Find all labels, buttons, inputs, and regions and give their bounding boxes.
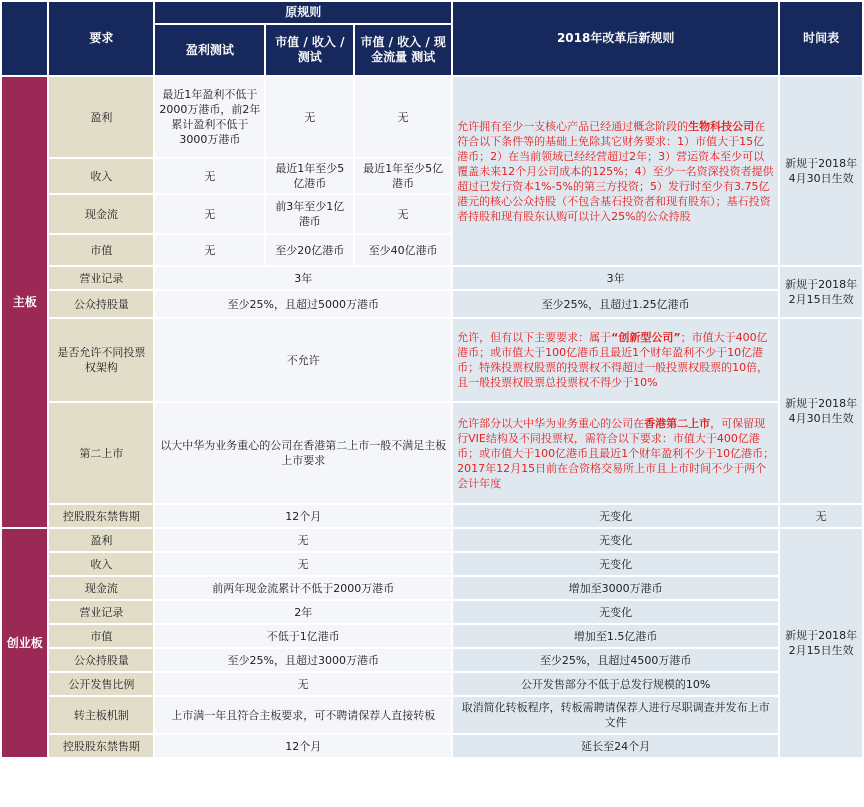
- main-lockup-time: 无: [780, 505, 862, 527]
- gem-row-new: 无变化: [453, 529, 778, 551]
- header-new-rules: 2018年改革后新规则: [453, 2, 778, 75]
- main-lockup-old: 12个月: [155, 505, 451, 527]
- main-lockup-label: 控股股东禁售期: [49, 505, 153, 527]
- main-wvr-label: 是否允许不同投票权架构: [49, 319, 153, 401]
- main-lockup-new: 无变化: [453, 505, 778, 527]
- main-secondary-old: 以大中华为业务重心的公司在香港第二上市一般不满足主板上市要求: [155, 403, 451, 503]
- main-public-float-time: 新规于2018年2月15日生效: [780, 267, 862, 317]
- main-profit-profit-test: 最近1年盈利不低于2000万港币，前2年累计盈利不低于3000万港币: [155, 77, 264, 157]
- gem-row-label: 公众持股量: [49, 649, 153, 671]
- main-profit-mcap-revenue: 无: [266, 77, 353, 157]
- main-profit-mcap-revenue-cf: 无: [355, 77, 451, 157]
- gem-row-new: 公开发售部分不低于总发行规模的10%: [453, 673, 778, 695]
- gem-row-label: 控股股东禁售期: [49, 735, 153, 757]
- header-profit-test: 盈利测试: [155, 25, 264, 75]
- section-gem: 创业板: [2, 529, 47, 757]
- wvr-rule-post: ；市值大于400亿港币；或市值大于100亿港币且最近1个财年盈利不少于10亿港币；特殊投票权股票的投票权不得超过一般投票权股票的10倍，且一般投票权股票总投票权不得少于10%: [457, 331, 769, 389]
- gem-row-label: 收入: [49, 553, 153, 575]
- header-timeline: 时间表: [780, 2, 862, 75]
- gem-row-old: 无: [155, 529, 451, 551]
- header-mcap-revenue-test: 市值 / 收入 / 测试: [266, 25, 353, 75]
- main-profit-label: 盈利: [49, 77, 153, 157]
- main-cashflow-label: 现金流: [49, 195, 153, 233]
- main-wvr-new-rule: [453, 319, 778, 401]
- header-blank: [2, 2, 47, 75]
- gem-row-new: 无变化: [453, 553, 778, 575]
- gem-row-label: 转主板机制: [49, 697, 153, 733]
- gem-row-label: 盈利: [49, 529, 153, 551]
- main-secondary-label: 第二上市: [49, 403, 153, 503]
- main-public-float-old: 至少25%，且超过5000万港币: [155, 291, 451, 317]
- main-revenue-profit-test: 无: [155, 159, 264, 193]
- gem-row-old: 2年: [155, 601, 451, 623]
- gem-row-old: 12个月: [155, 735, 451, 757]
- main-wvr-secondary-time: 新规于2018年4月30日生效: [780, 319, 862, 503]
- main-mcap-label: 市值: [49, 235, 153, 265]
- main-revenue-mcap-revenue-cf: 最近1年至少5亿港币: [355, 159, 451, 193]
- main-cashflow-mcap-revenue: 前3年至少1亿港币: [266, 195, 353, 233]
- gem-row-label: 营业记录: [49, 601, 153, 623]
- main-mcap-mcap-revenue: 至少20亿港币: [266, 235, 353, 265]
- gem-time: 新规于2018年2月15日生效: [780, 529, 862, 757]
- section-main-board: 主板: [2, 77, 47, 527]
- gem-row-label: 现金流: [49, 577, 153, 599]
- secondary-rule-highlight: 香港第二上市: [644, 416, 711, 430]
- gem-row-label: 市值: [49, 625, 153, 647]
- gem-row-old: 至少25%，且超过3000万港币: [155, 649, 451, 671]
- biotech-rule-highlight: 生物科技公司: [688, 119, 755, 133]
- main-cashflow-mcap-revenue-cf: 无: [355, 195, 451, 233]
- main-mcap-mcap-revenue-cf: 至少40亿港币: [355, 235, 451, 265]
- gem-row-old: 无: [155, 553, 451, 575]
- main-public-float-new: 至少25%，且超过1.25亿港币: [453, 291, 778, 317]
- secondary-rule-post: ，可保留现行VIE结构及不同投票权，需符合以下要求：市值大于400亿港币；或市值大于100亿港币且最近1个财年盈利不少于10亿港币；2017年12月15日前在合资格交易所上市且上市时间不少于两个会计年度: [457, 416, 775, 490]
- main-track-record-label: 营业记录: [49, 267, 153, 289]
- wvr-rule-pre: 允许，但有以下主要要求：属于: [457, 331, 612, 344]
- gem-row-old: 前两年现金流累计不低于2000万港币: [155, 577, 451, 599]
- header-mcap-revenue-cashflow-test: 市值 / 收入 / 现金流量 测试: [355, 25, 451, 75]
- main-public-float-label: 公众持股量: [49, 291, 153, 317]
- main-wvr-old: 不允许: [155, 319, 451, 401]
- gem-row-new: 至少25%，且超过4500万港币: [453, 649, 778, 671]
- gem-row-new: 取消简化转板程序，转板需聘请保荐人进行尽职调查并发布上市文件: [453, 697, 778, 733]
- gem-row-new: 增加至3000万港币: [453, 577, 778, 599]
- main-secondary-new-rule: [453, 403, 778, 503]
- biotech-rule-post: 在符合以下条件等的基础上免除其它财务要求：1）市值大于15亿港币；2）在当前领域已经经营超过2年；3）营运资本至少可以覆盖未来12个月公司成本的125%；4）至少一名资深投资者提供超过已发行资本1%-5%的第三方投资；5）发行时至少有3.75亿港元的核心公众持股（不包含基石投资者和现有股东）；基石投资者持股和现有股东认购可以计入25%的公众持股: [457, 119, 774, 223]
- gem-row-new: 增加至1.5亿港币: [453, 625, 778, 647]
- secondary-rule-pre: 允许部分以大中华为业务重心的公司在: [457, 416, 645, 430]
- main-mcap-profit-test: 无: [155, 235, 264, 265]
- main-track-record-old: 3年: [155, 267, 451, 289]
- main-biotech-time: 新规于2018年4月30日生效: [780, 77, 862, 265]
- main-revenue-label: 收入: [49, 159, 153, 193]
- gem-row-old: 无: [155, 673, 451, 695]
- header-old-rules: 原规则: [155, 2, 451, 23]
- main-track-record-new: 3年: [453, 267, 778, 289]
- gem-row-new: 无变化: [453, 601, 778, 623]
- gem-row-old: 不低于1亿港币: [155, 625, 451, 647]
- gem-row-new: 延长至24个月: [453, 735, 778, 757]
- wvr-rule-highlight: “创新型公司”: [611, 331, 681, 344]
- biotech-rule-pre: 允许拥有至少一支核心产品已经通过概念阶段的: [457, 119, 689, 133]
- main-biotech-new-rule: [453, 77, 778, 265]
- main-cashflow-profit-test: 无: [155, 195, 264, 233]
- gem-row-label: 公开发售比例: [49, 673, 153, 695]
- header-requirement: 要求: [49, 2, 153, 75]
- main-revenue-mcap-revenue: 最近1年至少5亿港币: [266, 159, 353, 193]
- gem-row-old: 上市满一年且符合主板要求，可不聘请保荐人直接转板: [155, 697, 451, 733]
